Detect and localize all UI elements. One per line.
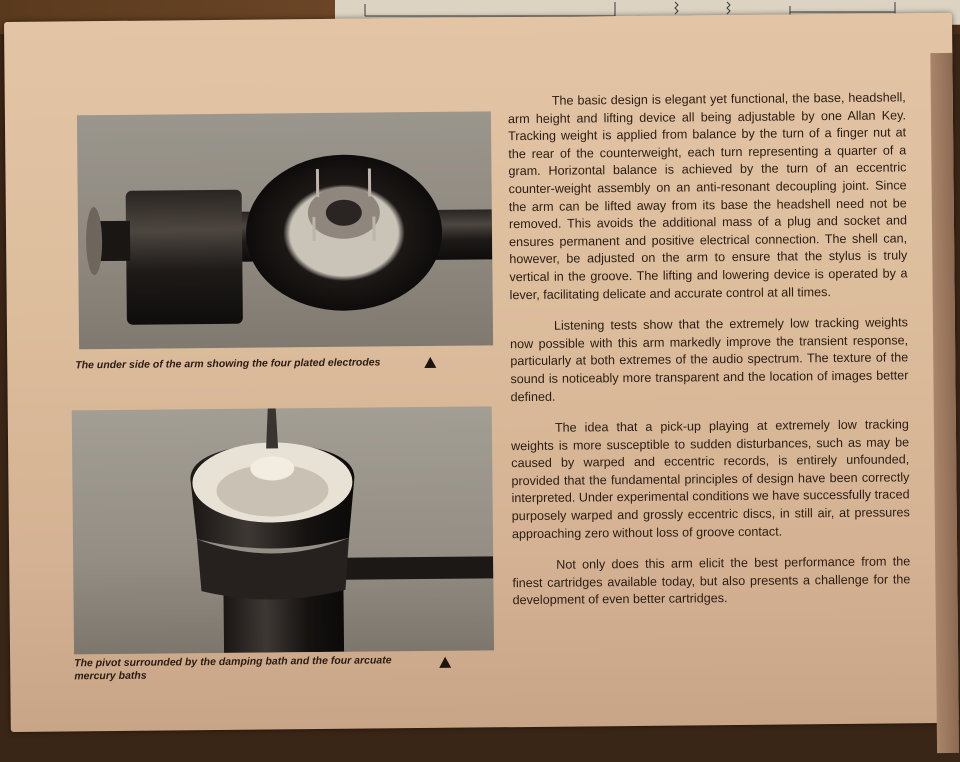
body-text-column	[508, 89, 911, 624]
pivot-illustration	[72, 406, 494, 654]
photo-pivot-damping-bath	[72, 406, 494, 654]
triangle-marker-icon	[424, 357, 436, 368]
paragraph-tracking-weights: The idea that a pick-up playing at extremely low tracking weights is more susceptible to sudden disturbances, such as may be caused by warped and eccentric records, is entirely unfounded, provided that the fundamental principles of design have been correctly interpreted. Under experimental conditions we have successfully traced purposely warped and grossly eccentric discs, in still air, at pressures approaching zero without loss of groove contact.	[511, 416, 910, 543]
paragraph-performance: Not only does this arm elicit the best performance from the finest cartridges available today, but also presents a challenge for the development of even better cartridges.	[512, 554, 910, 611]
brochure-page	[4, 13, 959, 732]
paragraph-listening-tests: Listening tests show that the extremely low tracking weights now possible with this arm markedly improve the transient response, particularly at both extremes of the audio spectrum. The texture of the sound is noticeably more transparent and the location of images better defined.	[510, 314, 909, 406]
page-edge-shadow	[930, 53, 959, 753]
caption-pivot: The pivot surrounded by the damping bath and the four arcuate mercury baths	[74, 654, 434, 683]
caption-arm-underside: The under side of the arm showing the four plated electrodes	[75, 356, 455, 373]
paragraph-design: The basic design is elegant yet functional, the base, headshell, arm height and lifting device all being adjustable by one Allan Key. Tracking weight is applied from balance by the turn of a finger nut at the rear of the counterweight, each turn representing a quarter of a gram. Horizontal balance is achieved by the turn of an eccentric counter-weight assembly on an anti-resonant decoupling joint. Since the arm can be lifted away from its base the headshell need not be removed. This avoids the additional mass of a plug and socket and ensures permanent and positive electrical connection. The shell can, however, be adjusted on the arm to ensure that the stylus is truly vertical in the groove. The lifting and lowering device is operated by a lever, facilitating delicate and accurate control at all times.	[508, 89, 908, 304]
photo-arm-underside	[77, 111, 493, 349]
arm-underside-illustration	[77, 111, 493, 349]
triangle-marker-icon	[439, 657, 451, 668]
